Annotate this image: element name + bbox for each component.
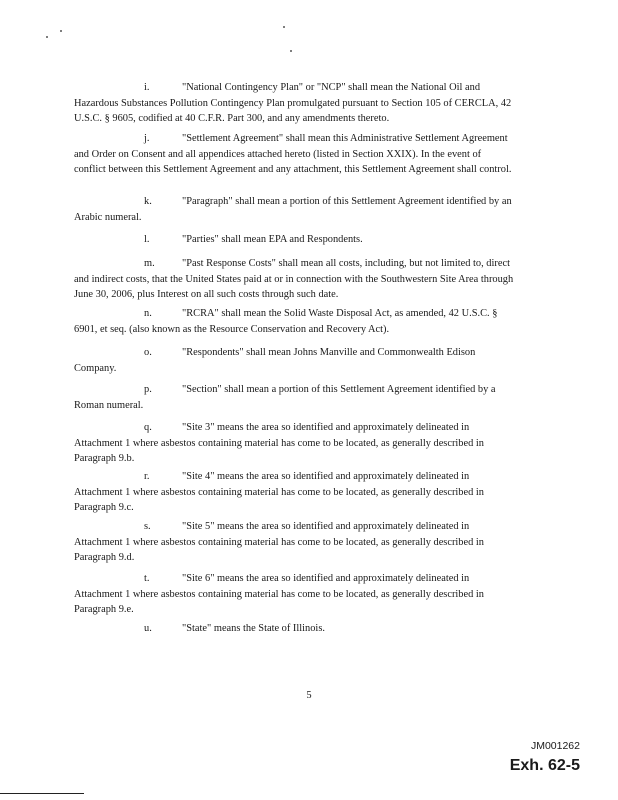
definition-paragraph-q bbox=[74, 420, 514, 467]
footer-rule bbox=[0, 793, 84, 794]
definition-paragraph-o bbox=[74, 345, 514, 376]
definition-paragraph-n bbox=[74, 306, 514, 337]
paragraph-letter: i. bbox=[144, 82, 150, 93]
paragraph-letter: r. bbox=[144, 471, 150, 482]
paragraph-text: "Site 3" means the area so identified and approximately delineated in Attachment 1 where asbestos containing material has come to be located, as generally described in Paragraph 9.b. bbox=[74, 422, 484, 464]
scan-speck bbox=[46, 36, 48, 38]
definition-paragraph-i bbox=[74, 80, 514, 127]
definition-paragraph-l bbox=[74, 232, 514, 248]
scan-speck bbox=[290, 50, 292, 52]
bates-number: JM001262 bbox=[530, 740, 580, 752]
paragraph-text: "Past Response Costs" shall mean all costs, including, but not limited to, direct and indirect costs, that the United States paid at or in connection with the Southwestern Site Area through June 30, 2006, plus Interest on all such costs through such date. bbox=[74, 258, 514, 300]
paragraph-text: "RCRA" shall mean the Solid Waste Disposal Act, as amended, 42 U.S.C. § 6901, et seq. (also known as the Resource Conservation and Recovery Act). bbox=[74, 308, 498, 335]
paragraph-letter: l. bbox=[144, 234, 150, 245]
paragraph-letter: m. bbox=[144, 258, 155, 269]
definition-paragraph-j bbox=[74, 131, 514, 178]
paragraph-letter: p. bbox=[144, 384, 152, 395]
definition-paragraph-p bbox=[74, 382, 514, 413]
paragraph-text: "National Contingency Plan" or "NCP" shall mean the National Oil and Hazardous Substances Pollution Contingency Plan promulgated pursuant to Section 105 of CERCLA, 42 U.S.C. § 9605, codified at 40 C.F.R. Part 300, and any amendments thereto. bbox=[74, 82, 512, 124]
page-number: 5 bbox=[306, 690, 312, 701]
definition-paragraph-m bbox=[74, 256, 514, 303]
definition-paragraph-k bbox=[74, 194, 514, 225]
paragraph-text: "Paragraph" shall mean a portion of this Settlement Agreement identified by an Arabic numeral. bbox=[74, 196, 512, 223]
paragraph-text: "Settlement Agreement" shall mean this Administrative Settlement Agreement and Order on Consent and all appendices attached hereto (listed in Section XXIX). In the event of conflict between this Settlement Agreement and any attachment, this Settlement Agreement shall control. bbox=[74, 133, 512, 175]
paragraph-text: "State" means the State of Illinois. bbox=[182, 623, 325, 634]
paragraph-text: "Section" shall mean a portion of this Settlement Agreement identified by a Roman numeral. bbox=[74, 384, 496, 411]
paragraph-letter: k. bbox=[144, 196, 152, 207]
scan-speck bbox=[283, 26, 285, 28]
paragraph-letter: n. bbox=[144, 308, 152, 319]
definition-paragraph-s bbox=[74, 519, 514, 566]
paragraph-letter: o. bbox=[144, 347, 152, 358]
paragraph-text: "Site 4" means the area so identified and approximately delineated in Attachment 1 where asbestos containing material has come to be located, as generally described in Paragraph 9.c. bbox=[74, 471, 484, 513]
paragraph-letter: q. bbox=[144, 422, 152, 433]
paragraph-letter: u. bbox=[144, 623, 152, 634]
paragraph-letter: t. bbox=[144, 573, 150, 584]
definition-paragraph-r bbox=[74, 469, 514, 516]
paragraph-letter: s. bbox=[144, 521, 151, 532]
definition-paragraph-u bbox=[74, 621, 514, 637]
scan-speck bbox=[60, 30, 62, 32]
paragraph-text: "Parties" shall mean EPA and Respondents. bbox=[182, 234, 363, 245]
paragraph-text: "Site 6" means the area so identified and approximately delineated in Attachment 1 where asbestos containing material has come to be located, as generally described in Paragraph 9.e. bbox=[74, 573, 484, 615]
paragraph-text: "Respondents" shall mean Johns Manville and Commonwealth Edison Company. bbox=[74, 347, 476, 374]
exhibit-label: Exh. 62-5 bbox=[509, 757, 580, 774]
paragraph-letter: j. bbox=[144, 133, 150, 144]
paragraph-text: "Site 5" means the area so identified and approximately delineated in Attachment 1 where asbestos containing material has come to be located, as generally described in Paragraph 9.d. bbox=[74, 521, 484, 563]
definition-paragraph-t bbox=[74, 571, 514, 618]
